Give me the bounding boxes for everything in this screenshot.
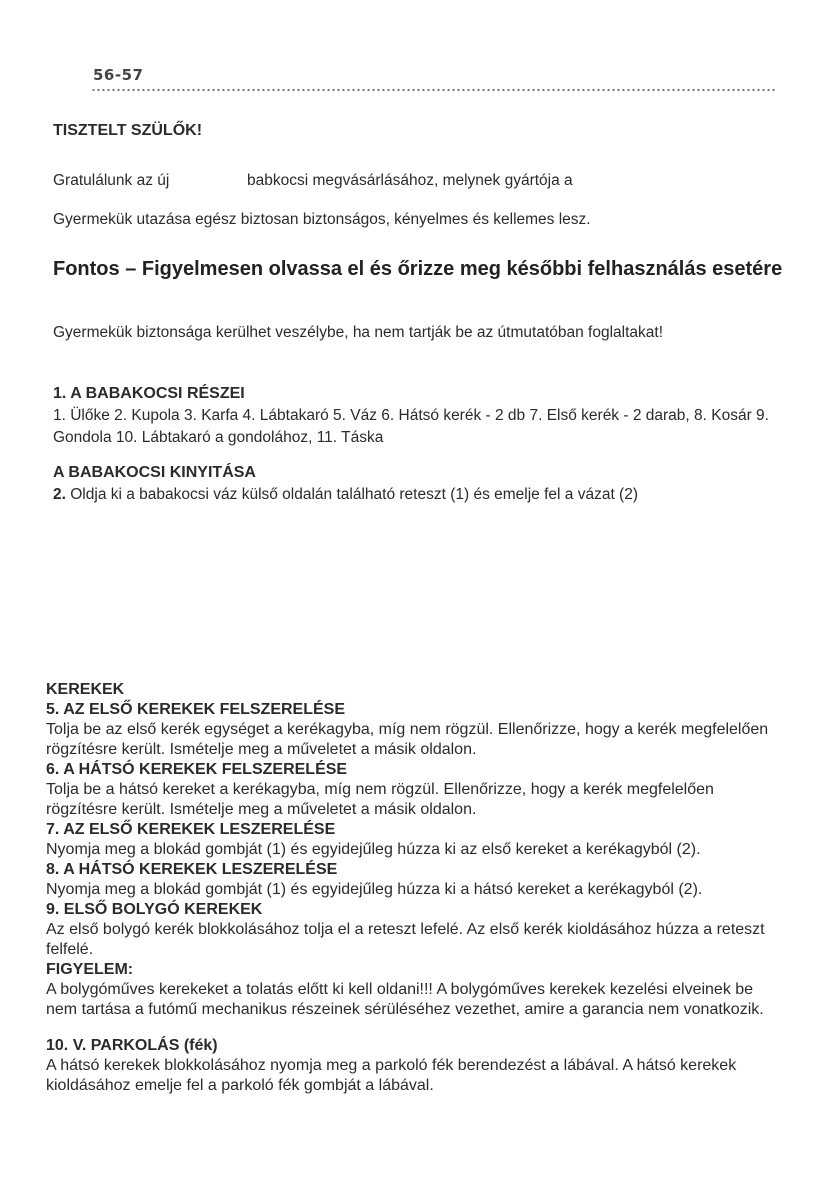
parts-text: 1. Ülőke 2. Kupola 3. Karfa 4. Lábtakaró 5. Váz 6. Hátsó kerék - 2 db 7. Első kerék - 2 darab, 8. Kosár 9. Gondola 10. Lábtakaró a gondolához, 11. Táska	[53, 407, 769, 446]
section-title: 5. AZ ELSŐ KEREKEK FELSZERELÉSE	[46, 701, 346, 718]
section-text: Az első bolygó kerék blokkolásához tolja el a reteszt lefelé. Az első kerék kioldásához húzza a reteszt felfelé.	[46, 921, 765, 958]
warning-text: A bolygóműves kerekeket a tolatás előtt ki kell oldani!!! A bolygóműves kerekek kezelési elveinek be nem tartása a futómű mechanikus részeinek sérüléséhez vezethet, amire a garancia nem vonatkozik.	[46, 981, 764, 1018]
section-title: 9. ELSŐ BOLYGÓ KEREKEK	[46, 901, 263, 918]
intro-congrats-part2: babkocsi megvásárlásához, melynek gyártója a	[247, 172, 573, 189]
section-title: 6. A HÁTSÓ KEREKEK FELSZERELÉSE	[46, 761, 348, 778]
parking-text: A hátsó kerekek blokkolásához nyomja meg a parkoló fék berendezést a lábával. A hátsó kerekek kioldásához emelje fel a parkoló fék gombját a lábával.	[46, 1057, 737, 1094]
important-text: Gyermekük biztonsága kerülhet veszélybe, ha nem tartják be az útmutatóban foglaltakat!	[53, 324, 664, 341]
parking-title: 10. V. PARKOLÁS (fék)	[46, 1037, 218, 1054]
opening-heading: A BABAKOCSI KINYITÁSA	[53, 464, 256, 481]
important-title: Fontos – Figyelmesen olvassa el és őrizze meg későbbi felhasználás esetére	[53, 258, 783, 280]
section-text: Tolja be az első kerék egységet a kerékagyba, míg nem rögzül. Ellenőrizze, hogy a kerék megfelelően rögzítésre került. Ismételje meg a műveletet a másik oldalon.	[46, 721, 769, 758]
wheels-section	[46, 680, 786, 1096]
spacer	[46, 1020, 786, 1036]
intro-congrats-part1: Gratulálunk az új	[53, 172, 170, 189]
wheels-heading: KEREKEK	[46, 681, 125, 698]
opening-step	[53, 484, 783, 506]
opening-section	[53, 462, 783, 506]
parts-heading: 1. A BABAKOCSI RÉSZEI	[53, 385, 245, 402]
parts-section	[53, 383, 783, 449]
section-text: Nyomja meg a blokád gombját (1) és egyidejűleg húzza ki a hátsó kereket a kerékagyból (2).	[46, 881, 703, 898]
opening-step-number: 2.	[53, 486, 66, 503]
greeting-heading: TISZTELT SZÜLŐK!	[53, 122, 203, 139]
dotted-divider	[91, 88, 777, 92]
warning-title: FIGYELEM:	[46, 961, 134, 978]
page-number: 56-57	[93, 66, 144, 84]
section-title: 8. A HÁTSÓ KEREKEK LESZERELÉSE	[46, 861, 338, 878]
opening-step-text: Oldja ki a babakocsi váz külső oldalán található reteszt (1) és emelje fel a vázat (2)	[70, 486, 639, 503]
section-text: Tolja be a hátsó kereket a kerékagyba, míg nem rögzül. Ellenőrizze, hogy a kerék megfelelően rögzítésre került. Ismételje meg a műveletet a másik oldalon.	[46, 781, 714, 818]
section-title: 7. AZ ELSŐ KEREKEK LESZERELÉSE	[46, 821, 336, 838]
intro-travel: Gyermekük utazása egész biztosan biztonságos, kényelmes és kellemes lesz.	[53, 211, 591, 228]
section-text: Nyomja meg a blokád gombját (1) és egyidejűleg húzza ki az első kereket a kerékagyból (2).	[46, 841, 701, 858]
